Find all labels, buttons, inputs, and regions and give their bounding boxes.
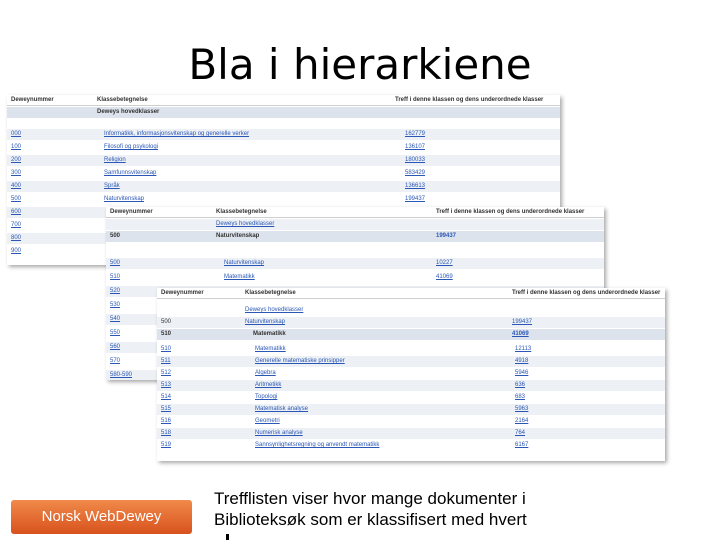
table-header [157, 288, 665, 299]
table-row [157, 344, 665, 355]
cell-dewey[interactable]: 510 [161, 346, 172, 352]
table-row [157, 392, 665, 403]
cell-dewey[interactable]: 510 [110, 274, 121, 280]
cell-dewey[interactable]: 514 [161, 394, 172, 400]
col-klasse-header: Klassebetegnelse [97, 97, 148, 103]
breadcrumb-row [157, 305, 665, 316]
cell-klasse[interactable]: Naturvitenskap [224, 260, 265, 266]
cell-klasse[interactable]: Filosofi og psykologi [104, 144, 159, 150]
cell-dewey[interactable]: 000 [11, 131, 22, 137]
cell-dewey[interactable]: 200 [11, 157, 22, 163]
cell-klasse[interactable]: Informatikk, informasjonsvitenskap og generelle verker [104, 131, 250, 137]
webdewey-logo: Norsk WebDewey [11, 500, 192, 534]
cell-treff[interactable]: 10227 [436, 260, 453, 266]
cell-treff[interactable]: 583429 [405, 170, 426, 176]
cell-klasse[interactable]: Algebra [255, 370, 276, 376]
cell-treff[interactable]: 41069 [436, 274, 453, 280]
table-row [7, 142, 560, 153]
table-row [7, 194, 560, 205]
cell-dewey[interactable]: 580-590 [110, 372, 133, 378]
breadcrumb-link[interactable]: Deweys hovedklasser [216, 221, 275, 227]
col-dewey-header: Deweynummer [110, 209, 153, 215]
cell-treff[interactable]: 180033 [405, 157, 426, 163]
cell-dewey[interactable]: 500 [11, 196, 22, 202]
table-row [157, 368, 665, 379]
parent-row [157, 317, 665, 328]
selected-dewey: 510 [161, 331, 172, 337]
cell-dewey[interactable]: 513 [161, 382, 172, 388]
cell-treff[interactable]: 5963 [515, 406, 529, 412]
caption-text: Trefflisten viser hvor mange dokumenter i Biblioteksøk som er klassifisert med hvert [214, 489, 527, 529]
cell-dewey[interactable]: 520 [110, 288, 121, 294]
cell-treff[interactable]: 199437 [405, 196, 426, 202]
cell-treff[interactable]: 136107 [405, 144, 426, 150]
cell-dewey[interactable]: 900 [11, 248, 22, 254]
cell-treff[interactable]: 683 [515, 394, 526, 400]
cell-dewey[interactable]: 700 [11, 222, 22, 228]
col-dewey-header: Deweynummer [161, 290, 204, 296]
col-klasse-header: Klassebetegnelse [245, 290, 296, 296]
table-row [157, 380, 665, 391]
col-treff-header: Treff i denne klassen og dens underordnede klasser [436, 209, 585, 215]
cell-klasse[interactable]: Sannsynlighetsregning og anvendt matematikk [255, 442, 380, 448]
cell-klasse[interactable]: Matematikk [224, 274, 255, 280]
cell-dewey[interactable]: 560 [110, 344, 121, 350]
selected-row [157, 329, 665, 340]
selected-row [106, 231, 604, 242]
col-dewey-header: Deweynummer [11, 97, 54, 103]
cell-klasse[interactable]: Generelle matematiske prinsipper [255, 358, 345, 364]
cell-dewey[interactable]: 800 [11, 235, 22, 241]
table-row [7, 129, 560, 140]
cell-treff[interactable]: 6167 [515, 442, 529, 448]
cell-klasse[interactable]: Matematikk [255, 346, 286, 352]
cell-dewey[interactable]: 600 [11, 209, 22, 215]
cell-klasse[interactable]: Samfunnsvitenskap [104, 170, 157, 176]
table-row [157, 440, 665, 451]
section-label: Deweys hovedklasser [97, 109, 160, 115]
cell-dewey[interactable]: 512 [161, 370, 172, 376]
parent-klasse[interactable]: Naturvitenskap [245, 319, 286, 325]
cell-klasse[interactable]: Naturvitenskap [104, 196, 145, 202]
table-row [157, 416, 665, 427]
cell-treff[interactable]: 2164 [515, 418, 529, 424]
table-row [106, 272, 604, 283]
cell-treff[interactable]: 5946 [515, 370, 529, 376]
cell-treff[interactable]: 764 [515, 430, 526, 436]
cell-dewey[interactable]: 530 [110, 302, 121, 308]
cell-klasse[interactable]: Språk [104, 183, 120, 189]
cell-treff[interactable]: 4918 [515, 358, 529, 364]
cell-dewey[interactable]: 540 [110, 316, 121, 322]
breadcrumb-link[interactable]: Deweys hovedklasser [245, 307, 304, 313]
selected-treff[interactable]: 199437 [436, 233, 457, 239]
table-row [157, 428, 665, 439]
table-row [157, 404, 665, 415]
table-row [106, 258, 604, 269]
cell-dewey[interactable]: 516 [161, 418, 172, 424]
caption-overflow-mark [226, 534, 229, 540]
table-header [7, 95, 560, 106]
cell-treff[interactable]: 162779 [405, 131, 426, 137]
cell-klasse[interactable]: Numerisk analyse [255, 430, 303, 436]
cell-dewey[interactable]: 550 [110, 330, 121, 336]
cell-dewey[interactable]: 400 [11, 183, 22, 189]
cell-klasse[interactable]: Topologi [255, 394, 278, 400]
panel-matematikk [157, 288, 665, 461]
section-row [7, 107, 560, 118]
selected-dewey: 500 [110, 233, 121, 239]
cell-dewey[interactable]: 300 [11, 170, 22, 176]
table-header [106, 207, 604, 218]
parent-treff[interactable]: 199437 [512, 319, 533, 325]
col-treff-header: Treff i denne klassen og dens underordnede klasser [512, 290, 661, 296]
selected-klasse: Matematikk [253, 331, 286, 337]
col-klasse-header: Klassebetegnelse [216, 209, 267, 215]
table-row [7, 155, 560, 166]
cell-treff[interactable]: 636 [515, 382, 526, 388]
table-row [7, 181, 560, 192]
cell-klasse[interactable]: Religion [104, 157, 126, 163]
slide-title: Bla i hierarkiene [188, 40, 532, 89]
selected-klasse: Naturvitenskap [216, 233, 260, 239]
table-row [157, 356, 665, 367]
table-row [7, 168, 560, 179]
cell-klasse[interactable]: Aritmetikk [255, 382, 282, 388]
col-treff-header: Treff i denne klassen og dens underordnede klasser [395, 97, 544, 103]
cell-dewey[interactable]: 100 [11, 144, 22, 150]
cell-treff[interactable]: 12113 [515, 346, 532, 352]
cell-klasse[interactable]: Matematisk analyse [255, 406, 309, 412]
cell-dewey[interactable]: 518 [161, 430, 172, 436]
cell-klasse[interactable]: Geometri [255, 418, 280, 424]
cell-dewey[interactable]: 500 [110, 260, 121, 266]
selected-treff[interactable]: 41069 [512, 331, 529, 337]
cell-dewey[interactable]: 519 [161, 442, 172, 448]
parent-dewey: 500 [161, 319, 172, 325]
cell-dewey[interactable]: 515 [161, 406, 172, 412]
cell-dewey[interactable]: 511 [161, 358, 171, 364]
cell-dewey[interactable]: 570 [110, 358, 121, 364]
breadcrumb-row [106, 219, 604, 230]
cell-treff[interactable]: 136613 [405, 183, 426, 189]
